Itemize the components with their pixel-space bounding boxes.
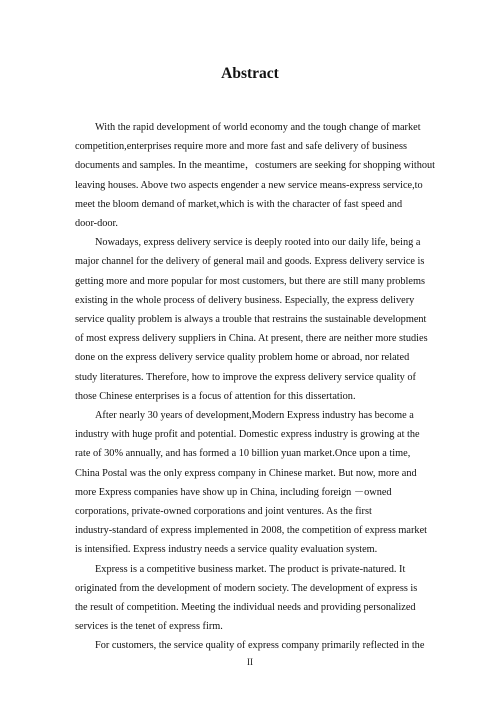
text-line: of most express delivery suppliers in China. At present, there are neither more studies <box>75 333 428 345</box>
text-line: For customers, the service quality of express company primarily reflected in the <box>95 640 425 652</box>
text-line: those Chinese enterprises is a focus of attention for this dissertation. <box>75 390 356 402</box>
text-line: documents and samples. In the meantime，costumers are seeking for shopping without <box>75 160 436 172</box>
text-line: After nearly 30 years of development,Modern Express industry has become a <box>95 410 414 422</box>
page-title: Abstract <box>221 65 279 82</box>
text-line: getting more and more popular for most customers, but there are still many problems <box>75 275 426 287</box>
paragraph-1 <box>75 118 436 233</box>
text-line: rate of 30% annually, and has formed a 10 billion yuan market.Once upon a time, <box>75 448 411 460</box>
text-line: done on the express delivery service quality problem home or abroad, nor related <box>75 352 410 364</box>
text-line: is intensified. Express industry needs a service quality evaluation system. <box>75 544 378 556</box>
paragraph-5 <box>75 636 428 655</box>
text-line: leaving houses. Above two aspects engender a new service means-express service,to <box>75 179 423 191</box>
text-line: China Postal was the only express company in Chinese market. But now, more and <box>75 467 417 479</box>
text-line: meet the bloom demand of market,which is with the character of fast speed and <box>75 198 403 210</box>
text-line: door-door. <box>75 218 118 230</box>
text-line: more Express companies have show up in China, including foreign －owned <box>75 486 392 498</box>
text-line: corporations, private-owned corporations and joint ventures. As the first <box>75 506 372 518</box>
paragraph-3 <box>75 406 428 560</box>
text-line: service quality problem is always a trouble that restrains the sustainable development <box>75 314 427 326</box>
text-line: the result of competition. Meeting the individual needs and providing personalized <box>75 602 416 614</box>
text-line: major channel for the delivery of general mail and goods. Express delivery service is <box>75 256 425 268</box>
text-line: originated from the development of modern society. The development of express is <box>75 582 418 594</box>
text-line: Nowadays, express delivery service is deeply rooted into our daily life, being a <box>95 237 421 249</box>
text-line: industry with huge profit and potential. Domestic express industry is growing at the <box>75 429 420 441</box>
text-line: competition,enterprises require more and more fast and safe delivery of business <box>75 141 407 153</box>
page-number: II <box>247 657 253 667</box>
text-line: existing in the whole process of delivery business. Especially, the express delivery <box>75 294 415 306</box>
paragraph-2 <box>75 233 428 406</box>
text-line: services is the tenet of express firm. <box>75 621 223 633</box>
paragraph-4 <box>75 560 428 637</box>
text-line: Express is a competitive business market. The product is private-natured. It <box>95 563 406 575</box>
text-line: industry-standard of express implemented in 2008, the competition of express market <box>75 525 428 537</box>
text-line: study literatures. Therefore, how to improve the express delivery service quality of <box>75 371 416 383</box>
text-line: With the rapid development of world economy and the tough change of market <box>95 122 421 133</box>
abstract-body <box>75 118 436 656</box>
